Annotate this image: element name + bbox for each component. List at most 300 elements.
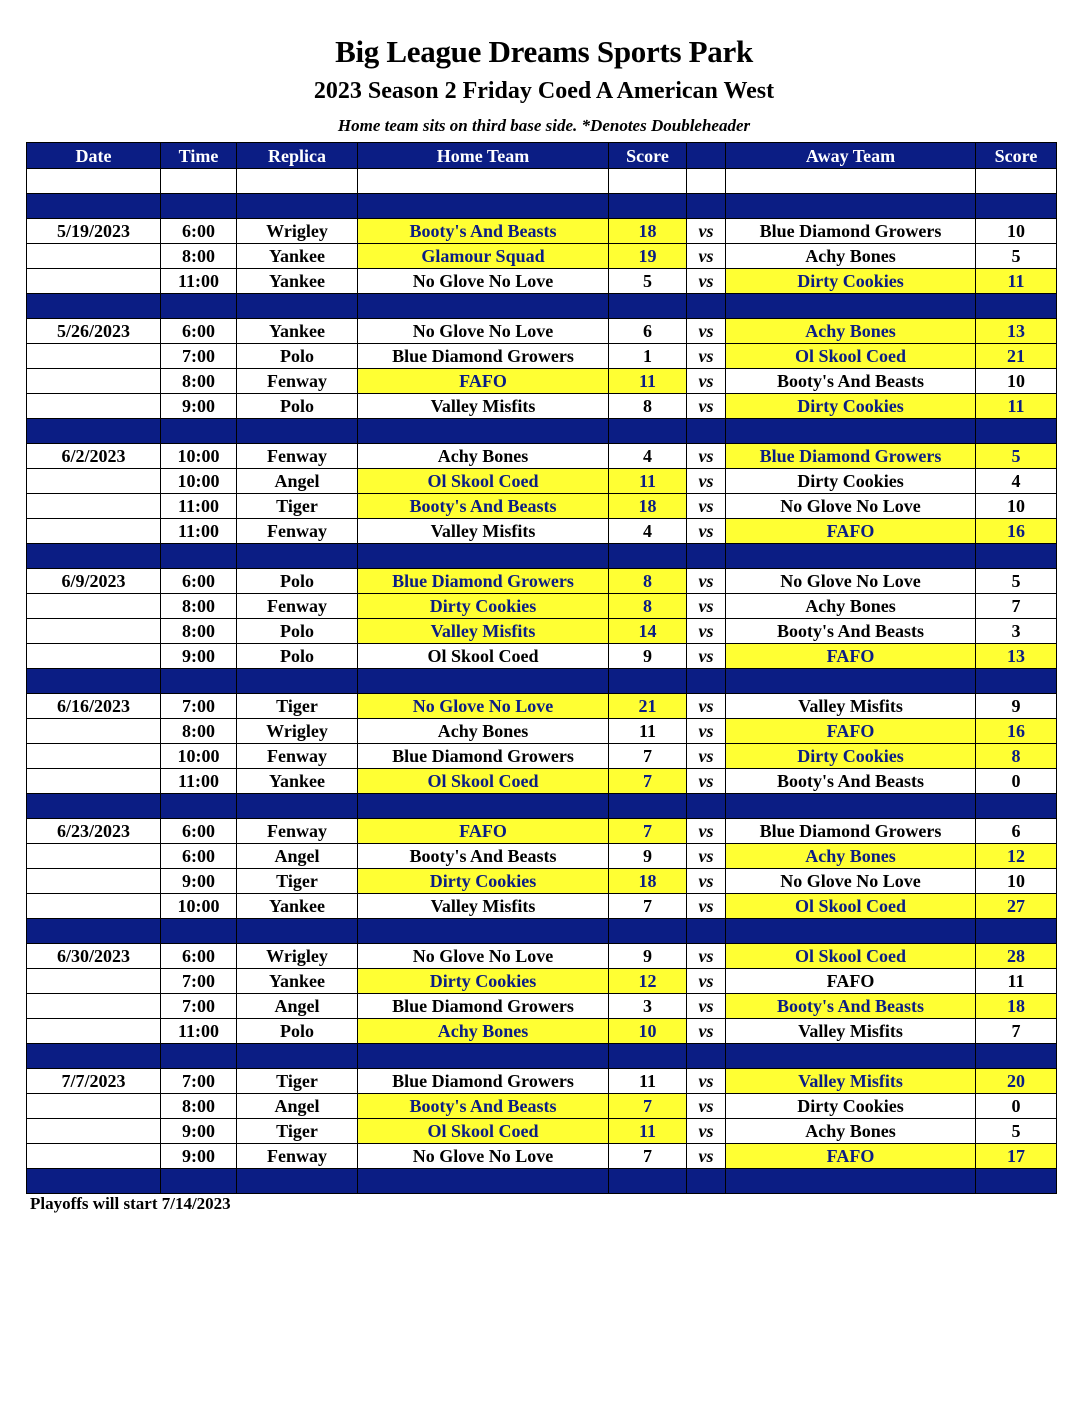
home-team: Booty's And Beasts: [358, 219, 609, 244]
versus-label: vs: [687, 394, 726, 419]
away-score: 28: [976, 944, 1057, 969]
versus-label: vs: [687, 244, 726, 269]
away-team: Blue Diamond Growers: [726, 444, 976, 469]
game-replica: Angel: [237, 469, 358, 494]
versus-label: vs: [687, 469, 726, 494]
home-team: Achy Bones: [358, 1019, 609, 1044]
schedule-note: Home team sits on third base side. *Denotes Doubleheader: [337, 116, 751, 135]
game-time: 10:00: [161, 444, 237, 469]
home-team: Booty's And Beasts: [358, 844, 609, 869]
game-replica: Angel: [237, 1094, 358, 1119]
game-time: 7:00: [161, 969, 237, 994]
game-row: [27, 744, 1057, 769]
game-replica: Polo: [237, 344, 358, 369]
away-score: 10: [976, 369, 1057, 394]
col-header-home-team: Home Team: [358, 143, 609, 169]
home-score: 7: [609, 1094, 687, 1119]
game-date: 6/2/2023: [27, 444, 161, 469]
away-team: Blue Diamond Growers: [726, 819, 976, 844]
versus-label: vs: [687, 344, 726, 369]
game-replica: Fenway: [237, 819, 358, 844]
game-date: [27, 594, 161, 619]
home-score: 19: [609, 244, 687, 269]
game-date: [27, 744, 161, 769]
versus-label: vs: [687, 1119, 726, 1144]
home-team: Ol Skool Coed: [358, 1119, 609, 1144]
game-row: [27, 619, 1057, 644]
game-time: 8:00: [161, 619, 237, 644]
game-row: [27, 594, 1057, 619]
game-time: 7:00: [161, 994, 237, 1019]
home-score: 10: [609, 1019, 687, 1044]
away-team: Achy Bones: [726, 1119, 976, 1144]
home-team: Dirty Cookies: [358, 969, 609, 994]
home-score: 7: [609, 1144, 687, 1169]
game-time: 8:00: [161, 594, 237, 619]
game-replica: Yankee: [237, 269, 358, 294]
home-score: 14: [609, 619, 687, 644]
versus-label: vs: [687, 1069, 726, 1094]
game-row: [27, 494, 1057, 519]
away-team: Ol Skool Coed: [726, 344, 976, 369]
away-team: Achy Bones: [726, 844, 976, 869]
away-team: FAFO: [726, 969, 976, 994]
game-replica: Tiger: [237, 1069, 358, 1094]
away-team: Dirty Cookies: [726, 469, 976, 494]
game-replica: Polo: [237, 394, 358, 419]
game-replica: Fenway: [237, 519, 358, 544]
game-time: 11:00: [161, 494, 237, 519]
game-row: [27, 1144, 1057, 1169]
home-score: 11: [609, 1069, 687, 1094]
home-score: 6: [609, 319, 687, 344]
away-score: 5: [976, 244, 1057, 269]
col-header-time: Time: [161, 143, 237, 169]
away-team: Ol Skool Coed: [726, 894, 976, 919]
week-separator-row: [27, 194, 1057, 219]
away-team: Blue Diamond Growers: [726, 219, 976, 244]
game-date: [27, 469, 161, 494]
home-team: Blue Diamond Growers: [358, 744, 609, 769]
away-score: 12: [976, 844, 1057, 869]
home-score: 11: [609, 469, 687, 494]
game-row: [27, 719, 1057, 744]
game-replica: Yankee: [237, 894, 358, 919]
game-time: 9:00: [161, 644, 237, 669]
home-team: Achy Bones: [358, 719, 609, 744]
game-row: [27, 519, 1057, 544]
game-time: 7:00: [161, 694, 237, 719]
week-separator-row: [27, 1044, 1057, 1069]
home-score: 7: [609, 769, 687, 794]
game-date: [27, 619, 161, 644]
versus-label: vs: [687, 769, 726, 794]
home-score: 5: [609, 269, 687, 294]
week-separator-row: [27, 1169, 1057, 1194]
schedule-table: [26, 142, 1057, 1194]
home-score: 7: [609, 744, 687, 769]
page-title: Big League Dreams Sports Park: [335, 34, 753, 69]
away-team: FAFO: [726, 719, 976, 744]
game-row: [27, 869, 1057, 894]
week-separator-row: [27, 919, 1057, 944]
col-header-date: Date: [27, 143, 161, 169]
game-time: 10:00: [161, 894, 237, 919]
game-row: [27, 1119, 1057, 1144]
away-score: 10: [976, 869, 1057, 894]
home-score: 7: [609, 894, 687, 919]
versus-label: vs: [687, 869, 726, 894]
game-row: [27, 344, 1057, 369]
away-score: 11: [976, 969, 1057, 994]
game-time: 6:00: [161, 569, 237, 594]
away-team: Dirty Cookies: [726, 1094, 976, 1119]
away-score: 6: [976, 819, 1057, 844]
home-score: 21: [609, 694, 687, 719]
game-replica: Angel: [237, 844, 358, 869]
game-date: [27, 894, 161, 919]
away-team: Dirty Cookies: [726, 269, 976, 294]
game-time: 8:00: [161, 719, 237, 744]
away-score: 16: [976, 519, 1057, 544]
game-row: [27, 819, 1057, 844]
home-team: Ol Skool Coed: [358, 644, 609, 669]
versus-label: vs: [687, 1094, 726, 1119]
away-score: 7: [976, 594, 1057, 619]
game-date: [27, 1144, 161, 1169]
game-date: [27, 519, 161, 544]
game-row: [27, 1069, 1057, 1094]
away-team: No Glove No Love: [726, 494, 976, 519]
home-team: Blue Diamond Growers: [358, 569, 609, 594]
versus-label: vs: [687, 694, 726, 719]
game-row: [27, 569, 1057, 594]
game-time: 7:00: [161, 344, 237, 369]
game-time: 9:00: [161, 869, 237, 894]
game-time: 9:00: [161, 1144, 237, 1169]
game-replica: Yankee: [237, 319, 358, 344]
game-time: 6:00: [161, 319, 237, 344]
home-score: 18: [609, 219, 687, 244]
game-replica: Fenway: [237, 594, 358, 619]
home-score: 8: [609, 394, 687, 419]
versus-label: vs: [687, 619, 726, 644]
home-score: 8: [609, 569, 687, 594]
versus-label: vs: [687, 744, 726, 769]
home-team: No Glove No Love: [358, 944, 609, 969]
home-team: Blue Diamond Growers: [358, 1069, 609, 1094]
home-score: 9: [609, 944, 687, 969]
versus-label: vs: [687, 719, 726, 744]
game-date: 5/19/2023: [27, 219, 161, 244]
game-row: [27, 894, 1057, 919]
game-date: [27, 869, 161, 894]
away-score: 27: [976, 894, 1057, 919]
home-score: 11: [609, 719, 687, 744]
game-row: [27, 844, 1057, 869]
game-row: [27, 469, 1057, 494]
table-header-row: [27, 143, 1057, 169]
game-date: [27, 369, 161, 394]
week-separator-row: [27, 544, 1057, 569]
game-replica: Wrigley: [237, 219, 358, 244]
home-team: Valley Misfits: [358, 894, 609, 919]
game-row: [27, 444, 1057, 469]
game-time: 6:00: [161, 819, 237, 844]
schedule-body: [27, 169, 1057, 1194]
game-row: [27, 969, 1057, 994]
home-team: Dirty Cookies: [358, 869, 609, 894]
col-header-replica: Replica: [237, 143, 358, 169]
away-team: Achy Bones: [726, 244, 976, 269]
game-date: 6/23/2023: [27, 819, 161, 844]
away-team: Ol Skool Coed: [726, 944, 976, 969]
versus-label: vs: [687, 444, 726, 469]
game-time: 11:00: [161, 769, 237, 794]
game-replica: Polo: [237, 1019, 358, 1044]
game-time: 11:00: [161, 519, 237, 544]
week-separator-row: [27, 419, 1057, 444]
home-team: FAFO: [358, 369, 609, 394]
game-replica: Polo: [237, 644, 358, 669]
game-replica: Tiger: [237, 694, 358, 719]
away-team: Valley Misfits: [726, 694, 976, 719]
versus-label: vs: [687, 844, 726, 869]
game-replica: Tiger: [237, 869, 358, 894]
col-header-home-score: Score: [609, 143, 687, 169]
versus-label: vs: [687, 219, 726, 244]
away-team: Valley Misfits: [726, 1069, 976, 1094]
home-score: 11: [609, 1119, 687, 1144]
game-replica: Wrigley: [237, 944, 358, 969]
game-date: [27, 269, 161, 294]
game-time: 10:00: [161, 469, 237, 494]
game-row: [27, 1094, 1057, 1119]
away-team: No Glove No Love: [726, 869, 976, 894]
game-row: [27, 644, 1057, 669]
away-score: 5: [976, 1119, 1057, 1144]
game-time: 7:00: [161, 1069, 237, 1094]
versus-label: vs: [687, 819, 726, 844]
home-score: 12: [609, 969, 687, 994]
game-time: 8:00: [161, 369, 237, 394]
versus-label: vs: [687, 594, 726, 619]
away-team: Achy Bones: [726, 319, 976, 344]
game-replica: Tiger: [237, 494, 358, 519]
home-score: 7: [609, 819, 687, 844]
home-team: FAFO: [358, 819, 609, 844]
away-score: 13: [976, 319, 1057, 344]
col-header-vs: [687, 143, 726, 169]
away-team: Booty's And Beasts: [726, 369, 976, 394]
versus-label: vs: [687, 319, 726, 344]
game-date: [27, 644, 161, 669]
game-row: [27, 694, 1057, 719]
away-score: 9: [976, 694, 1057, 719]
game-time: 6:00: [161, 844, 237, 869]
away-score: 13: [976, 644, 1057, 669]
away-score: 16: [976, 719, 1057, 744]
game-date: 7/7/2023: [27, 1069, 161, 1094]
away-team: FAFO: [726, 1144, 976, 1169]
away-score: 21: [976, 344, 1057, 369]
away-team: Booty's And Beasts: [726, 769, 976, 794]
versus-label: vs: [687, 894, 726, 919]
away-score: 10: [976, 494, 1057, 519]
versus-label: vs: [687, 519, 726, 544]
home-team: Blue Diamond Growers: [358, 344, 609, 369]
game-row: [27, 1019, 1057, 1044]
versus-label: vs: [687, 644, 726, 669]
col-header-away-score: Score: [976, 143, 1057, 169]
game-date: 6/30/2023: [27, 944, 161, 969]
versus-label: vs: [687, 494, 726, 519]
game-time: 9:00: [161, 394, 237, 419]
home-score: 18: [609, 494, 687, 519]
home-team: Valley Misfits: [358, 519, 609, 544]
game-replica: Fenway: [237, 369, 358, 394]
game-replica: Yankee: [237, 244, 358, 269]
home-team: No Glove No Love: [358, 1144, 609, 1169]
versus-label: vs: [687, 1019, 726, 1044]
week-separator-row: [27, 669, 1057, 694]
home-team: Ol Skool Coed: [358, 769, 609, 794]
home-score: 11: [609, 369, 687, 394]
away-team: FAFO: [726, 519, 976, 544]
away-score: 11: [976, 269, 1057, 294]
week-separator-row: [27, 294, 1057, 319]
game-time: 9:00: [161, 1119, 237, 1144]
game-row: [27, 394, 1057, 419]
game-date: [27, 394, 161, 419]
game-replica: Fenway: [237, 444, 358, 469]
home-team: Booty's And Beasts: [358, 1094, 609, 1119]
away-score: 4: [976, 469, 1057, 494]
game-replica: Angel: [237, 994, 358, 1019]
versus-label: vs: [687, 269, 726, 294]
game-date: [27, 844, 161, 869]
home-team: No Glove No Love: [358, 269, 609, 294]
away-score: 18: [976, 994, 1057, 1019]
week-separator-row: [27, 794, 1057, 819]
game-date: [27, 969, 161, 994]
game-date: [27, 994, 161, 1019]
game-date: [27, 244, 161, 269]
home-score: 9: [609, 644, 687, 669]
away-team: FAFO: [726, 644, 976, 669]
versus-label: vs: [687, 1144, 726, 1169]
versus-label: vs: [687, 569, 726, 594]
game-date: 6/16/2023: [27, 694, 161, 719]
versus-label: vs: [687, 994, 726, 1019]
away-team: No Glove No Love: [726, 569, 976, 594]
game-time: 8:00: [161, 1094, 237, 1119]
away-score: 20: [976, 1069, 1057, 1094]
away-team: Dirty Cookies: [726, 394, 976, 419]
game-row: [27, 944, 1057, 969]
home-team: Blue Diamond Growers: [358, 994, 609, 1019]
page-subtitle: 2023 Season 2 Friday Coed A American West: [313, 78, 775, 104]
away-team: Valley Misfits: [726, 1019, 976, 1044]
away-score: 7: [976, 1019, 1057, 1044]
home-team: No Glove No Love: [358, 319, 609, 344]
home-team: Valley Misfits: [358, 619, 609, 644]
versus-label: vs: [687, 369, 726, 394]
game-replica: Polo: [237, 569, 358, 594]
away-score: 0: [976, 769, 1057, 794]
game-date: [27, 494, 161, 519]
away-score: 10: [976, 219, 1057, 244]
home-score: 3: [609, 994, 687, 1019]
game-replica: Fenway: [237, 744, 358, 769]
away-team: Booty's And Beasts: [726, 619, 976, 644]
game-row: [27, 769, 1057, 794]
home-team: Dirty Cookies: [358, 594, 609, 619]
versus-label: vs: [687, 969, 726, 994]
away-score: 11: [976, 394, 1057, 419]
game-time: 6:00: [161, 219, 237, 244]
game-date: [27, 344, 161, 369]
game-time: 8:00: [161, 244, 237, 269]
away-score: 8: [976, 744, 1057, 769]
home-score: 18: [609, 869, 687, 894]
away-score: 3: [976, 619, 1057, 644]
game-time: 11:00: [161, 269, 237, 294]
away-score: 5: [976, 444, 1057, 469]
game-date: [27, 719, 161, 744]
game-date: [27, 1019, 161, 1044]
home-score: 8: [609, 594, 687, 619]
home-team: Achy Bones: [358, 444, 609, 469]
away-team: Dirty Cookies: [726, 744, 976, 769]
home-team: Valley Misfits: [358, 394, 609, 419]
game-row: [27, 269, 1057, 294]
away-score: 0: [976, 1094, 1057, 1119]
game-date: 6/9/2023: [27, 569, 161, 594]
playoffs-note: Playoffs will start 7/14/2023: [30, 1194, 231, 1213]
game-row: [27, 319, 1057, 344]
away-team: Achy Bones: [726, 594, 976, 619]
col-header-away-team: Away Team: [726, 143, 976, 169]
home-team: No Glove No Love: [358, 694, 609, 719]
game-replica: Polo: [237, 619, 358, 644]
game-date: [27, 1119, 161, 1144]
game-replica: Yankee: [237, 969, 358, 994]
game-row: [27, 244, 1057, 269]
game-time: 10:00: [161, 744, 237, 769]
game-row: [27, 994, 1057, 1019]
game-row: [27, 369, 1057, 394]
game-replica: Fenway: [237, 1144, 358, 1169]
away-score: 17: [976, 1144, 1057, 1169]
home-team: Ol Skool Coed: [358, 469, 609, 494]
game-date: 5/26/2023: [27, 319, 161, 344]
away-score: 5: [976, 569, 1057, 594]
away-team: Booty's And Beasts: [726, 994, 976, 1019]
game-row: [27, 219, 1057, 244]
home-team: Glamour Squad: [358, 244, 609, 269]
home-score: 9: [609, 844, 687, 869]
game-time: 6:00: [161, 944, 237, 969]
game-replica: Yankee: [237, 769, 358, 794]
game-date: [27, 769, 161, 794]
game-date: [27, 1094, 161, 1119]
home-score: 4: [609, 519, 687, 544]
home-score: 1: [609, 344, 687, 369]
game-replica: Wrigley: [237, 719, 358, 744]
versus-label: vs: [687, 944, 726, 969]
game-time: 11:00: [161, 1019, 237, 1044]
